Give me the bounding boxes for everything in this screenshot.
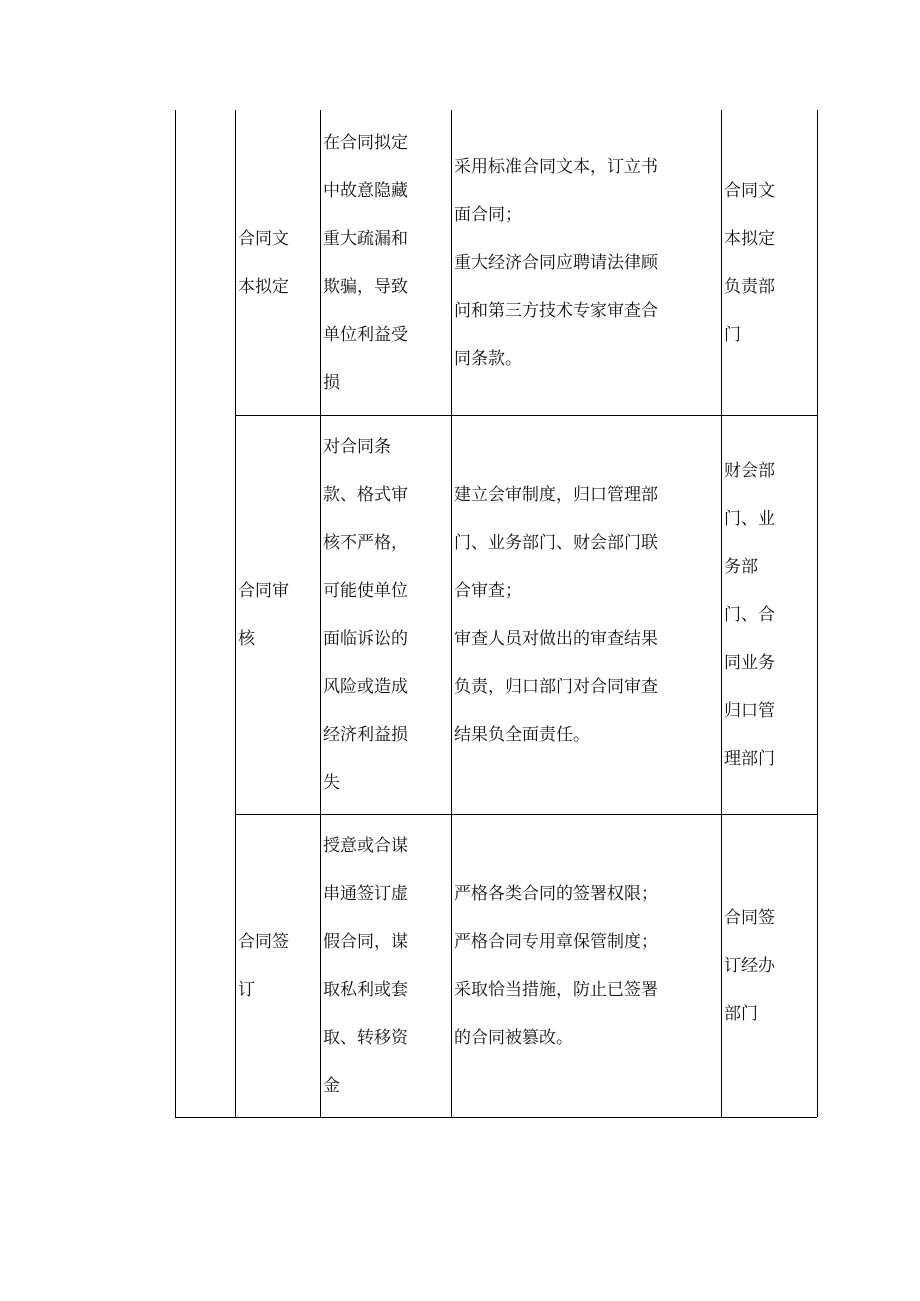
table-row-2-risk-cell [321, 416, 451, 814]
control-text: 采用标准合同文本，订立书 面合同； 重大经济合同应聘请法律顾 问和第三方技术专家审查合 同条款。 [454, 157, 658, 369]
control-text: 建立会审制度，归口管理部 门、业务部门、财会部门联 合审查； 审查人员对做出的审查结果 负责，归口部门对合同审查 结果负全面责任。 [454, 485, 658, 745]
risk-text: 授意或合谋 串通签订虚 假合同，谋 取私利或套 取、转移资 金 [323, 836, 408, 1096]
dept-text: 合同文 本拟定 负责部 门 [724, 181, 775, 345]
item-text: 合同签 订 [238, 932, 289, 1000]
table-row-2-control-cell [452, 416, 721, 814]
table-row-3-item-cell [236, 815, 320, 1117]
table-row-3-control-cell [452, 815, 721, 1117]
table-row-2-dept-cell [722, 416, 817, 814]
table-row-1-dept-cell [722, 111, 817, 415]
table-border-left [175, 110, 176, 1117]
item-text: 合同文 本拟定 [238, 229, 289, 297]
table-row-1-control-cell [452, 111, 721, 415]
dept-text: 财会部 门、业 务部 门、合 同业务 归口管 理部门 [724, 461, 775, 769]
table-border-bottom [175, 1117, 817, 1118]
table-row-2-item-cell [236, 416, 320, 814]
risk-text: 对合同条 款、格式审 核不严格， 可能使单位 面临诉讼的 风险或造成 经济利益损 失 [323, 437, 408, 793]
table-row-1-risk-cell [321, 111, 451, 415]
dept-text: 合同签 订经办 部门 [724, 908, 775, 1024]
risk-text: 在合同拟定 中故意隐藏 重大疏漏和 欺骗，导致 单位利益受 损 [323, 133, 408, 393]
item-text: 合同审 核 [238, 581, 289, 649]
table-border-right [817, 110, 818, 1117]
table-row-3-risk-cell [321, 815, 451, 1117]
table-row-1-item-cell [236, 111, 320, 415]
control-text: 严格各类合同的签署权限； 严格合同专用章保管制度； 采取恰当措施，防止已签署 的合同被篡改。 [454, 884, 658, 1048]
table-row-3-dept-cell [722, 815, 817, 1117]
